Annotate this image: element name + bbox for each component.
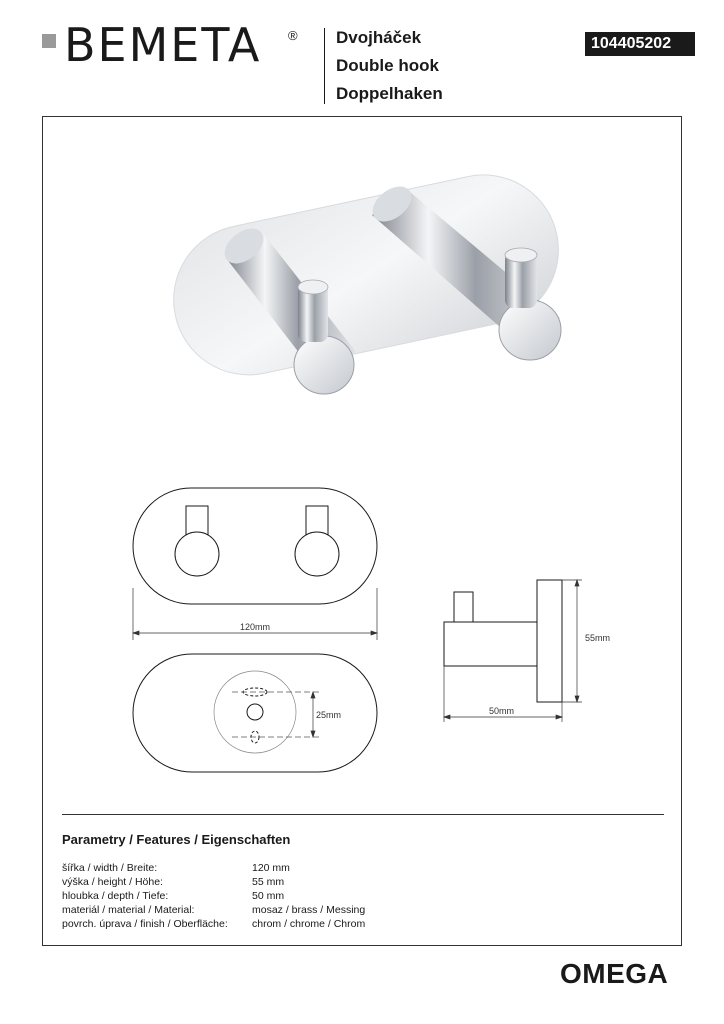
front-view-drawing bbox=[133, 488, 377, 604]
spacing-dimension bbox=[311, 692, 315, 737]
product-photo bbox=[160, 161, 573, 394]
title-en: Double hook bbox=[336, 56, 439, 75]
feature-value: 120 mm bbox=[252, 862, 290, 874]
feature-row bbox=[62, 904, 482, 918]
product-code: 104405202 bbox=[585, 32, 695, 56]
features-title: Parametry / Features / Eigenschaften bbox=[62, 832, 291, 847]
feature-value: 55 mm bbox=[252, 876, 285, 888]
width-label: 120mm bbox=[240, 622, 271, 632]
feature-row bbox=[62, 918, 482, 932]
feature-value: 50 mm bbox=[252, 890, 285, 902]
depth-label: 50mm bbox=[489, 706, 515, 716]
title-cz: Dvojháček bbox=[336, 28, 422, 47]
feature-label: šířka / width / Breite: bbox=[62, 862, 158, 874]
height-dimension bbox=[562, 580, 582, 702]
feature-label: hloubka / depth / Tiefe: bbox=[62, 890, 169, 902]
side-view-drawing bbox=[444, 580, 562, 702]
width-dimension bbox=[133, 588, 377, 640]
title-de: Doppelhaken bbox=[336, 84, 443, 103]
spacing-label: 25mm bbox=[316, 710, 342, 720]
registered-mark: ® bbox=[288, 28, 298, 43]
height-label: 55mm bbox=[585, 633, 611, 643]
features-separator bbox=[62, 814, 664, 815]
feature-value: mosaz / brass / Messing bbox=[252, 904, 366, 916]
series-name: OMEGA bbox=[560, 958, 669, 989]
feature-label: materiál / material / Material: bbox=[62, 904, 195, 916]
feature-value: chrom / chrome / Chrom bbox=[252, 918, 366, 930]
brand-logo: BEMETA bbox=[64, 18, 262, 72]
feature-row bbox=[62, 890, 482, 904]
feature-row bbox=[62, 876, 482, 890]
feature-label: výška / height / Höhe: bbox=[62, 876, 163, 888]
feature-row bbox=[62, 862, 482, 876]
feature-label: povrch. úprava / finish / Oberfläche: bbox=[62, 918, 228, 930]
